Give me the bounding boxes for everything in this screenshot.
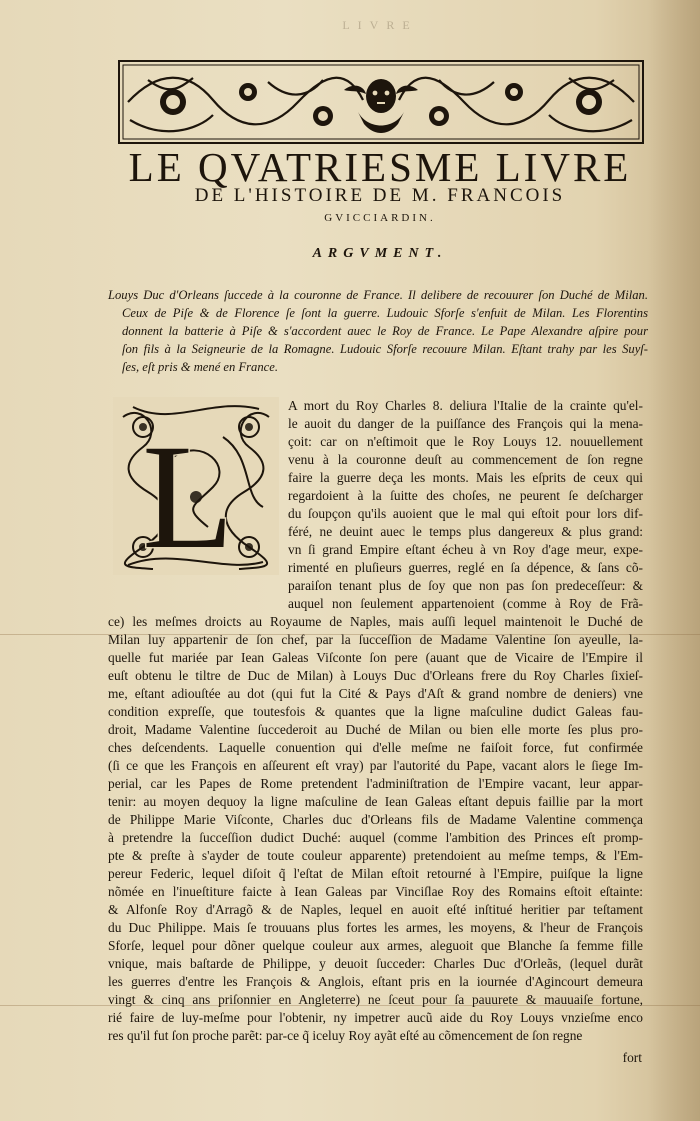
text-line: & Alfonſe Roy d'Arragõ & de Naples, lequel en auoit eſté inſtitué heritier par teſtament: [108, 902, 643, 917]
text-line: çoit: car on n'eſtimoit que le Roy Louys 12. nouuellement: [288, 434, 643, 449]
text-line: venu à la couronne deuſt au commencement de ſon regne: [288, 452, 643, 467]
bleed-through-header: LIVRE: [342, 18, 418, 32]
argument-heading: ARGVMENT.: [312, 246, 448, 261]
text-line: (ſi ce que les François en aſſeurent eſt vray) par l'autorité du Pape, vacant alors le ſiege Im-: [108, 758, 643, 773]
text-line: condition expreſſe, que toutesfois & quantes que la ligne maſculine dudict Galeas fau-: [108, 704, 643, 719]
decorated-initial: [113, 397, 279, 575]
author-name: GVICCIARDIN.: [324, 212, 436, 224]
text-line: faire la guerre deça les monts. Mais les eſprits de ceux qui: [288, 470, 643, 485]
text-line: vn ſi grand Empire eſtant écheu à vn Roy d'age meur, expe-: [288, 542, 643, 557]
text-line: A mort du Roy Charles 8. deliura l'Italie de la crainte qu'el-: [288, 398, 643, 413]
catchword: fort: [622, 1050, 642, 1065]
text-line: rimenté en pluſieurs guerres, reglé en ſa dépence, & ſans cõ-: [288, 560, 643, 575]
text-line: Sforſe, lequel pour dõner quelque couleur aux armes, aleguoit que Blanche ſa femme fille: [108, 938, 643, 953]
text-line: perial, car les Papes de Rome pretendent l'adminiſtration de l'Empire vacant, leur appar-: [108, 776, 643, 791]
text-line: du ſoupçon qu'ils auoient que le mal qui eſtoit pour lors dif-: [288, 506, 643, 521]
text-line: euſt obtenu le tiltre de Duc de Milan) à Louys Duc d'Orleans frere du Roy Charles ſixieſ-: [108, 668, 643, 683]
argument-line: Louys Duc d'Orleans ſuccede à la couronne de France. Il delibere de recouurer ſon Duché de Milan.: [108, 288, 648, 302]
text-line: à pretendre la ſucceſſion dudict Duché: auquel (comme l'ambition des Princes eſt promp-: [108, 830, 643, 845]
text-line: nõmée en l'inueſtiture faicte à Iean Galeas par Vinciſlae Roy des Romains eſtoit eſtainte:: [108, 884, 643, 899]
text-line: rié faire de luy-meſme pour l'obtenir, ny impetrer aucũ aide du Roy Louys vnzieſme enco: [108, 1010, 643, 1025]
text-line: quelle fut mariée par Iean Galeas Viſconte ſon pere (auant que de Vicaire de l'Empire il: [108, 650, 643, 665]
text-line: du Duc Philippe. Mais ſe trouuans plus fortes les armes, les moyens, & l'heur de François: [108, 920, 643, 935]
text-line: féré, ne deuint auec le temps plus dangereux & plus grand:: [288, 524, 643, 539]
text-line: pereur Federic, lequel diſoit q̃ l'eſtat de Milan eſtoit retourné à l'Empire, puiſque la ligne: [108, 866, 643, 881]
text-line: le auoit du danger de la puiſſance des François qui la mena-: [288, 416, 643, 431]
ornamental-headpiece: [118, 60, 644, 144]
text-line: auquel non ſeulement appartenoient (comme à Roy de Frã-: [288, 596, 643, 611]
text-line: regardoient à la ſuitte des choſes, ne peurent ſe deſcharger: [288, 488, 643, 503]
book-title: LE QVATRIESME LIVRE: [128, 144, 632, 190]
text-line: tenir: au moyen dequoy la ligne maſculine de Iean Galeas eſtant depuis faillie par la mort: [108, 794, 643, 809]
argument-line: ſes, eſt pris & mené en France.: [122, 360, 278, 374]
page-edge-shadow: [648, 0, 700, 1121]
text-line: ce) les meſmes droicts au Royaume de Naples, mais auſſi lequel maintenoit le Duché de: [108, 614, 643, 629]
text-line: vingt & cinq ans priſonnier en Angleterre) ne ſceut pour ſa pauurete & mauuaiſe fortune,: [108, 992, 643, 1007]
argument-line: ſon fils à la Seigneurie de la Romagne. Ludouic Sforſe recouure Milan. Eſtant trahy par les Suyſ-: [122, 342, 648, 356]
text-line: paraiſon tenant plus de ſoy que non pas ſon predeceſſeur: &: [288, 578, 643, 593]
argument-line: donnent la batterie à Piſe & s'accordent auec le Roy de France. Le Pape Alexandre aſpire pour: [122, 324, 648, 338]
text-line: de Philippe Marie Viſconte, Charles duc d'Orleans fils de Madame Valentine commença: [108, 812, 643, 827]
argument-line: Ceux de Piſe & de Florence ſe ſont la guerre. Ludouic Sforſe s'enfuit de Milan. Les Florentins: [122, 306, 648, 320]
text-line: droit, Madame Valentine ſuccederoit au Duché de Milan ou bien elle morte ſes plus pro-: [108, 722, 643, 737]
dropcap-letter: L: [142, 414, 234, 575]
text-line: res qu'il fut ſon proche parẽt: par-ce q̃ iceluy Roy ayãt eſté au cõmencement de ſon regne: [108, 1028, 583, 1043]
text-line: les guerres d'entre les François & Anglois, eſtant pris en la iournée d'Agincourt demeura: [108, 974, 643, 989]
text-line: vnique, mais baſtarde de Philippe, y deuoit ſucceder: Charles Duc d'Orleãs, (lequel durãt: [108, 956, 643, 971]
text-line: Milan luy appartenir de ſon chef, par la ſucceſſion de Madame Valentine ſon ayeulle, la-: [108, 632, 643, 647]
text-line: pte & preſte à s'ayder de toute couleur apparente) pretendoient au meſme temps, & l'Em-: [108, 848, 643, 863]
book-subtitle: DE L'HISTOIRE DE M. FRANCOIS: [194, 185, 566, 206]
text-line: ches deſcendents. Laquelle conuention qui d'elle meſme ne faiſoit force, fut confirmée: [108, 740, 643, 755]
text-line: me, eſtant adiouſtée au dot (qui fut la Cité & Pays d'Aſt & grand nombre de deniers) vne: [108, 686, 643, 701]
